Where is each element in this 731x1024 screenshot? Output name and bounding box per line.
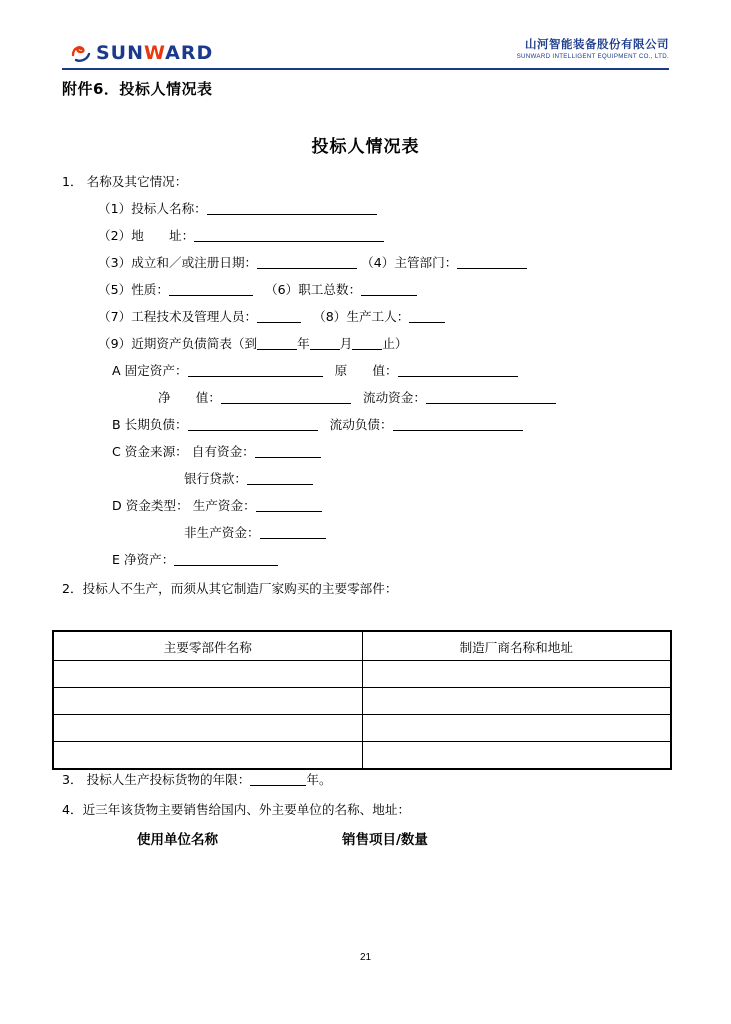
field-original-value-blank[interactable] — [398, 361, 518, 377]
field-nature-blank[interactable] — [169, 280, 253, 296]
table-cell-part-name[interactable] — [53, 661, 362, 688]
sunward-logo — [70, 40, 213, 66]
field-working-capital-blank[interactable] — [426, 388, 556, 404]
field-production-fund-blank[interactable] — [256, 496, 322, 512]
table-header-manufacturer: 制造厂商名称和地址 — [362, 631, 671, 661]
logo-text-right: ARD — [165, 42, 214, 64]
page-number: 21 — [359, 952, 372, 963]
field-net-assets-blank[interactable] — [174, 550, 278, 566]
table-cell-part-name[interactable] — [53, 688, 362, 715]
field-nonproduction-fund — [184, 519, 672, 546]
field-bidder-name — [98, 195, 672, 222]
logo-text-w: W — [144, 42, 166, 64]
field-staff-total-blank[interactable] — [361, 280, 417, 296]
section-1-heading: 1． 名称及其它情况： — [62, 174, 188, 189]
field-fixed-assets — [112, 357, 672, 384]
field-nature — [98, 276, 672, 303]
field-net-value-label: 净 值： — [158, 390, 221, 405]
section-1 — [62, 168, 672, 602]
label-end: 止） — [382, 336, 408, 351]
section-4-heading: 4．近三年该货物主要销售给国内、外主要单位的名称、地址： — [62, 802, 411, 817]
table-header-row — [53, 631, 671, 661]
field-workers-blank[interactable] — [409, 307, 445, 323]
field-bank-loan-label: 银行贷款： — [184, 471, 247, 486]
section-3 — [62, 765, 682, 795]
table-row[interactable] — [53, 688, 671, 715]
field-address-label: （2）地 址： — [98, 228, 195, 243]
field-bank-loan — [184, 465, 672, 492]
field-fund-type-label: D 资金类型： — [112, 498, 189, 513]
field-working-capital-label: 流动资金： — [362, 390, 426, 405]
label-year: 年 — [297, 336, 310, 351]
field-fixed-assets-label: A 固定资产： — [112, 363, 188, 378]
field-address — [98, 222, 672, 249]
field-bidder-name-blank[interactable] — [207, 199, 377, 215]
field-original-value-label: 原 值： — [334, 363, 398, 378]
column-header-sales-item: 销售项目/数量 — [342, 832, 428, 848]
field-bidder-name-label: （1）投标人名称： — [98, 201, 207, 216]
section-3-suffix: 年。 — [306, 772, 332, 787]
table-cell-manufacturer[interactable] — [362, 661, 671, 688]
company-name-cn: 山河智能装备股份有限公司 — [525, 37, 669, 51]
field-net-assets — [112, 546, 672, 573]
field-engineers — [98, 303, 672, 330]
field-fixed-assets-blank[interactable] — [188, 361, 323, 377]
label-month: 月 — [339, 336, 353, 351]
table-cell-manufacturer[interactable] — [362, 688, 671, 715]
attachment-title: 附件6．投标人情况表 — [62, 80, 213, 98]
page-header — [0, 36, 731, 70]
field-authority-blank[interactable] — [457, 253, 527, 269]
field-workers-label: （8）生产工人： — [313, 309, 410, 324]
company-name-en: SUNWARD INTELLIGENT EQUIPMENT CO., LTD. — [516, 53, 669, 61]
field-engineers-label: （7）工程技术及管理人员： — [98, 309, 258, 324]
field-bank-loan-blank[interactable] — [247, 469, 313, 485]
field-engineers-blank[interactable] — [257, 307, 301, 323]
table-header-part-name: 主要零部件名称 — [53, 631, 362, 661]
field-current-liabilities-label: 流动负债： — [329, 417, 393, 432]
field-balance-sheet-period — [98, 330, 672, 357]
field-production-fund-label: 生产资金： — [192, 498, 256, 513]
sections-3-4 — [62, 765, 682, 825]
field-net-value-blank[interactable] — [221, 388, 351, 404]
logo-wordmark — [96, 42, 213, 64]
section-3-years-blank[interactable] — [250, 770, 306, 786]
field-long-term-debt-label: B 长期负债： — [112, 417, 188, 432]
section-2-heading: 2．投标人不生产，而须从其它制造厂家购买的主要零部件： — [62, 581, 398, 596]
field-own-fund-label: 自有资金： — [191, 444, 255, 459]
field-end-blank[interactable] — [352, 334, 382, 350]
parts-table-wrapper — [52, 630, 672, 770]
field-establish-date — [98, 249, 672, 276]
page-title: 投标人情况表 — [311, 137, 420, 157]
field-fund-type — [112, 492, 672, 519]
field-long-term-debt-blank[interactable] — [188, 415, 318, 431]
field-year-blank[interactable] — [257, 334, 297, 350]
table-cell-part-name[interactable] — [53, 715, 362, 742]
field-net-assets-label: E 净资产： — [112, 552, 175, 567]
section-3-label: 3． 投标人生产投标货物的年限： — [62, 772, 251, 787]
field-long-term-debt — [112, 411, 672, 438]
field-nonproduction-fund-label: 非生产资金： — [184, 525, 260, 540]
field-fund-source-label: C 资金来源： — [112, 444, 188, 459]
field-establish-date-label: （3）成立和／或注册日期： — [98, 255, 258, 270]
field-balance-sheet-label: （9）近期资产负债简表（到 — [98, 336, 258, 351]
parts-table — [52, 630, 672, 770]
table-row[interactable] — [53, 661, 671, 688]
company-name-block — [517, 38, 669, 60]
column-header-user-unit: 使用单位名称 — [137, 832, 218, 848]
field-establish-date-blank[interactable] — [257, 253, 357, 269]
field-nonproduction-fund-blank[interactable] — [260, 523, 326, 539]
sunward-logo-icon — [70, 42, 92, 64]
field-authority-label: （4）主管部门： — [361, 255, 458, 270]
field-own-fund-blank[interactable] — [255, 442, 321, 458]
field-nature-label: （5）性质： — [98, 282, 169, 297]
table-row[interactable] — [53, 715, 671, 742]
field-net-value — [158, 384, 672, 411]
field-month-blank[interactable] — [310, 334, 340, 350]
table-cell-manufacturer[interactable] — [362, 715, 671, 742]
logo-text-left: SUN — [96, 42, 145, 64]
field-fund-source — [112, 438, 672, 465]
header-divider — [62, 68, 669, 70]
field-staff-total-label: （6）职工总数： — [265, 282, 362, 297]
field-current-liabilities-blank[interactable] — [393, 415, 523, 431]
field-address-blank[interactable] — [194, 226, 384, 242]
